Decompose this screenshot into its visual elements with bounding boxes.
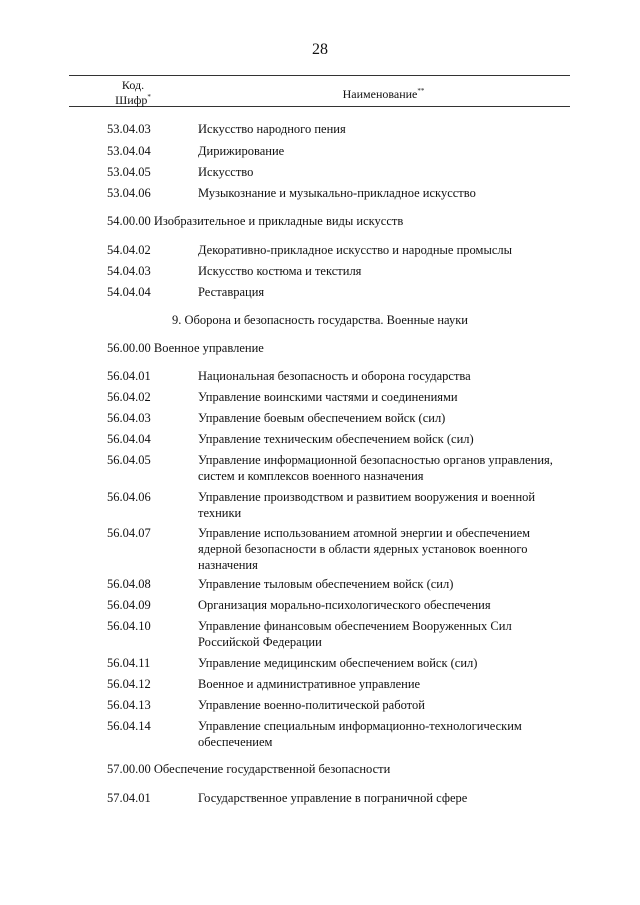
header-name (197, 76, 570, 106)
item-name: Управление производством и развитием вооружения и военной техники (198, 490, 536, 520)
item-code: 56.04.12 (107, 677, 151, 691)
item-name: Управление медицинским обеспечением войск (сил) (198, 656, 478, 670)
item-name: Военное и административное управление (198, 677, 421, 691)
item-name: Управление специальным информационно-технологическим обеспечением (198, 719, 522, 749)
item-code: 53.04.03 (107, 122, 151, 136)
item-code: 56.04.11 (107, 656, 151, 670)
header-code-line1: Код. (121, 78, 145, 92)
page-number: 28 (312, 41, 328, 58)
item-code: 56.04.02 (107, 390, 151, 404)
item-code: 54.04.02 (107, 243, 151, 257)
item-code: 56.04.01 (107, 369, 151, 383)
item-code: 53.04.04 (107, 144, 151, 158)
item-name: Управление боевым обеспечением войск (сил) (198, 411, 446, 425)
header-name-label: Наименование (342, 87, 418, 101)
item-name: Искусство костюма и текстиля (198, 264, 362, 278)
item-name: Реставрация (198, 285, 265, 299)
item-name: Искусство народного пения (198, 122, 346, 136)
item-name: Музыкознание и музыкально-прикладное искусство (198, 186, 476, 200)
header-code (69, 79, 197, 106)
item-code: 56.04.03 (107, 411, 151, 425)
item-code: 56.04.04 (107, 432, 151, 446)
item-name: Управление воинскими частями и соединениями (198, 390, 458, 404)
item-code: 54.04.04 (107, 285, 151, 299)
item-code: 56.04.09 (107, 598, 151, 612)
item-name: Управление финансовым обеспечением Вооруженных Сил Российской Федерации (198, 619, 512, 649)
item-code: 56.04.06 (107, 490, 151, 504)
group-title-54: 54.00.00 Изобразительное и прикладные виды искусств (107, 214, 404, 228)
item-code: 56.04.10 (107, 619, 151, 633)
group-title-57: 57.00.00 Обеспечение государственной безопасности (107, 762, 391, 776)
group-title-56: 56.00.00 Военное управление (107, 341, 264, 355)
item-code: 57.04.01 (107, 791, 151, 805)
item-code: 56.04.08 (107, 577, 151, 591)
item-code: 54.04.03 (107, 264, 151, 278)
header-code-mark: * (147, 93, 151, 101)
section-title: 9. Оборона и безопасность государства. Военные науки (172, 313, 468, 327)
item-name: Искусство (198, 165, 254, 179)
item-name: Национальная безопасность и оборона государства (198, 369, 471, 383)
item-code: 53.04.05 (107, 165, 151, 179)
item-code: 56.04.14 (107, 719, 151, 733)
item-name: Управление использованием атомной энергии и обеспечением ядерной безопасности в области ядерных установок военного назначения (198, 526, 531, 572)
item-name: Декоративно-прикладное искусство и народные промыслы (198, 243, 513, 257)
item-code: 56.04.13 (107, 698, 151, 712)
header-code-line2: Шифр (115, 93, 148, 107)
item-name: Управление военно-политической работой (198, 698, 425, 712)
item-name: Государственное управление в пограничной сфере (198, 791, 468, 805)
item-name: Организация морально-психологического обеспечения (198, 598, 491, 612)
item-name: Управление тыловым обеспечением войск (сил) (198, 577, 454, 591)
item-name: Управление информационной безопасностью органов управления, систем и комплексов военного назначения (198, 453, 553, 483)
item-code: 53.04.06 (107, 186, 151, 200)
item-code: 56.04.05 (107, 453, 151, 467)
table-header (69, 75, 570, 107)
header-name-mark: ** (417, 87, 425, 95)
item-name: Управление техническим обеспечением войск (сил) (198, 432, 474, 446)
item-code: 56.04.07 (107, 526, 151, 540)
item-name: Дирижирование (198, 144, 285, 158)
